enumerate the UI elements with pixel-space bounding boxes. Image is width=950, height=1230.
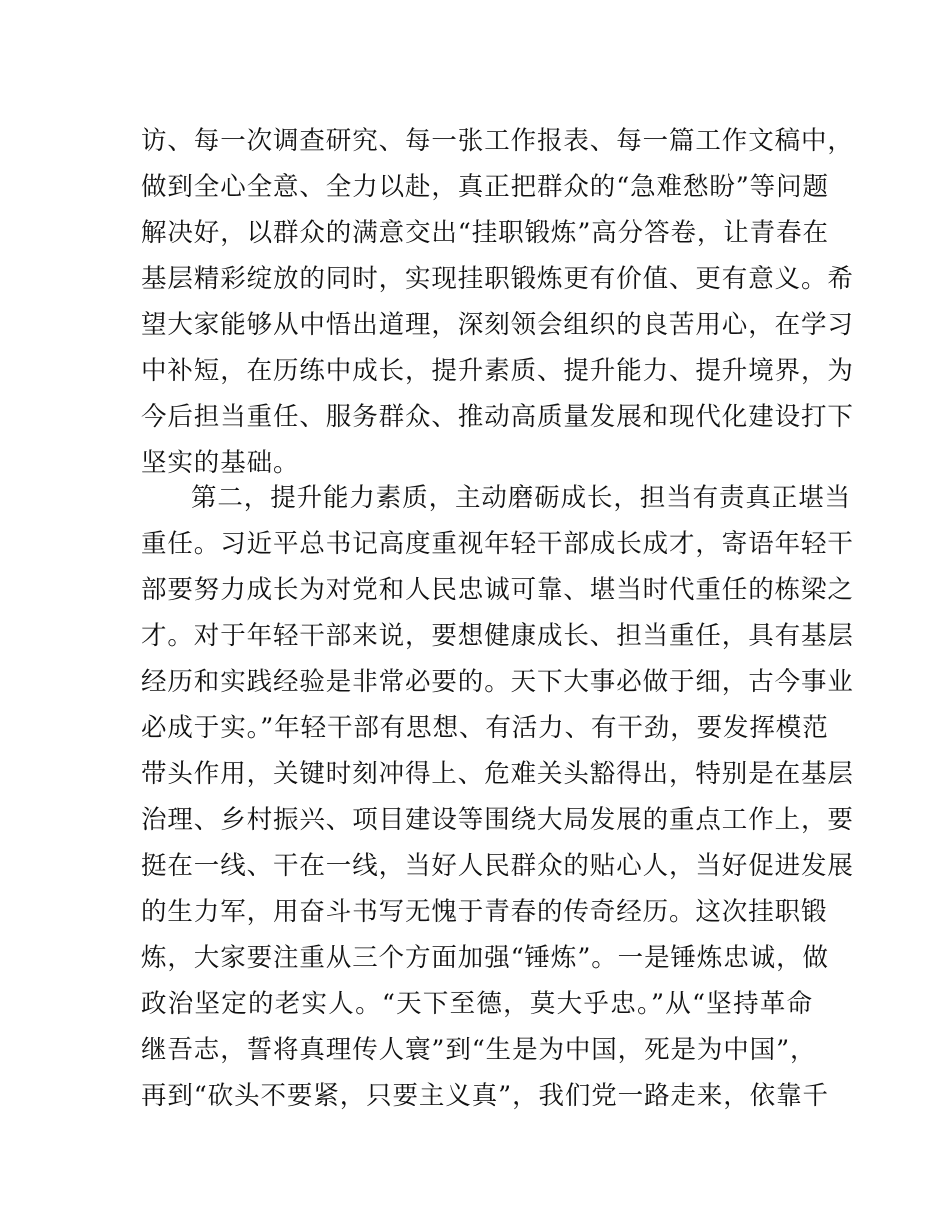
text-line: 基层精彩绽放的同时，实现挂职锻炼更有价值、更有意义。希: [141, 264, 854, 294]
text-line: 望大家能够从中悟出道理，深刻领会组织的良苦用心，在学习: [141, 310, 854, 340]
text-line: 访、每一次调查研究、每一张工作报表、每一篇工作文稿中，: [141, 126, 854, 156]
text-line: 治理、乡村振兴、项目建设等围绕大局发展的重点工作上，要: [141, 805, 854, 835]
text-line: 做到全心全意、全力以赴，真正把群众的“急难愁盼”等问题: [141, 172, 829, 202]
text-line: 经历和实践经验是非常必要的。天下大事必做于细，古今事业: [141, 667, 854, 697]
text-line: 今后担当重任、服务群众、推动高质量发展和现代化建设打下: [141, 402, 854, 432]
text-line: 坚实的基础。: [141, 448, 300, 478]
paragraph-2: [141, 475, 854, 1119]
text-line: 必成于实。”年轻干部有思想、有活力、有干劲，要发挥模范: [141, 713, 829, 743]
text-line: 重任。习近平总书记高度重视年轻干部成长成才，寄语年轻干: [141, 529, 854, 559]
text-line: 带头作用，关键时刻冲得上、危难关头豁得出，特别是在基层: [141, 759, 854, 789]
text-line: 解决好，以群众的满意交出“挂职锻炼”高分答卷，让青春在: [141, 218, 829, 248]
text-line: 挺在一线、干在一线，当好人民群众的贴心人，当好促进发展: [141, 851, 854, 881]
text-line: 中补短，在历练中成长，提升素质、提升能力、提升境界，为: [141, 356, 854, 386]
text-line: 政治坚定的老实人。“天下至德，莫大乎忠。”从“坚持革命: [141, 989, 813, 1019]
text-line: 第二，提升能力素质，主动磨砺成长，担当有责真正堪当: [191, 483, 852, 513]
text-line: 部要努力成长为对党和人民忠诚可靠、堪当时代重任的栋梁之: [141, 575, 854, 605]
paragraph-1: [141, 118, 854, 486]
text-line: 炼，大家要注重从三个方面加强“锤炼”。一是锤炼忠诚，做: [141, 943, 829, 973]
text-line: 的生力军，用奋斗书写无愧于青春的传奇经历。这次挂职锻: [141, 897, 828, 927]
text-line: 继吾志，誓将真理传人寰”到“生是为中国，死是为中国”，: [141, 1035, 817, 1065]
text-line: 才。对于年轻干部来说，要想健康成长、担当重任，具有基层: [141, 621, 854, 651]
text-line: 再到“砍头不要紧，只要主义真”，我们党一路走来，依靠千: [141, 1081, 829, 1111]
